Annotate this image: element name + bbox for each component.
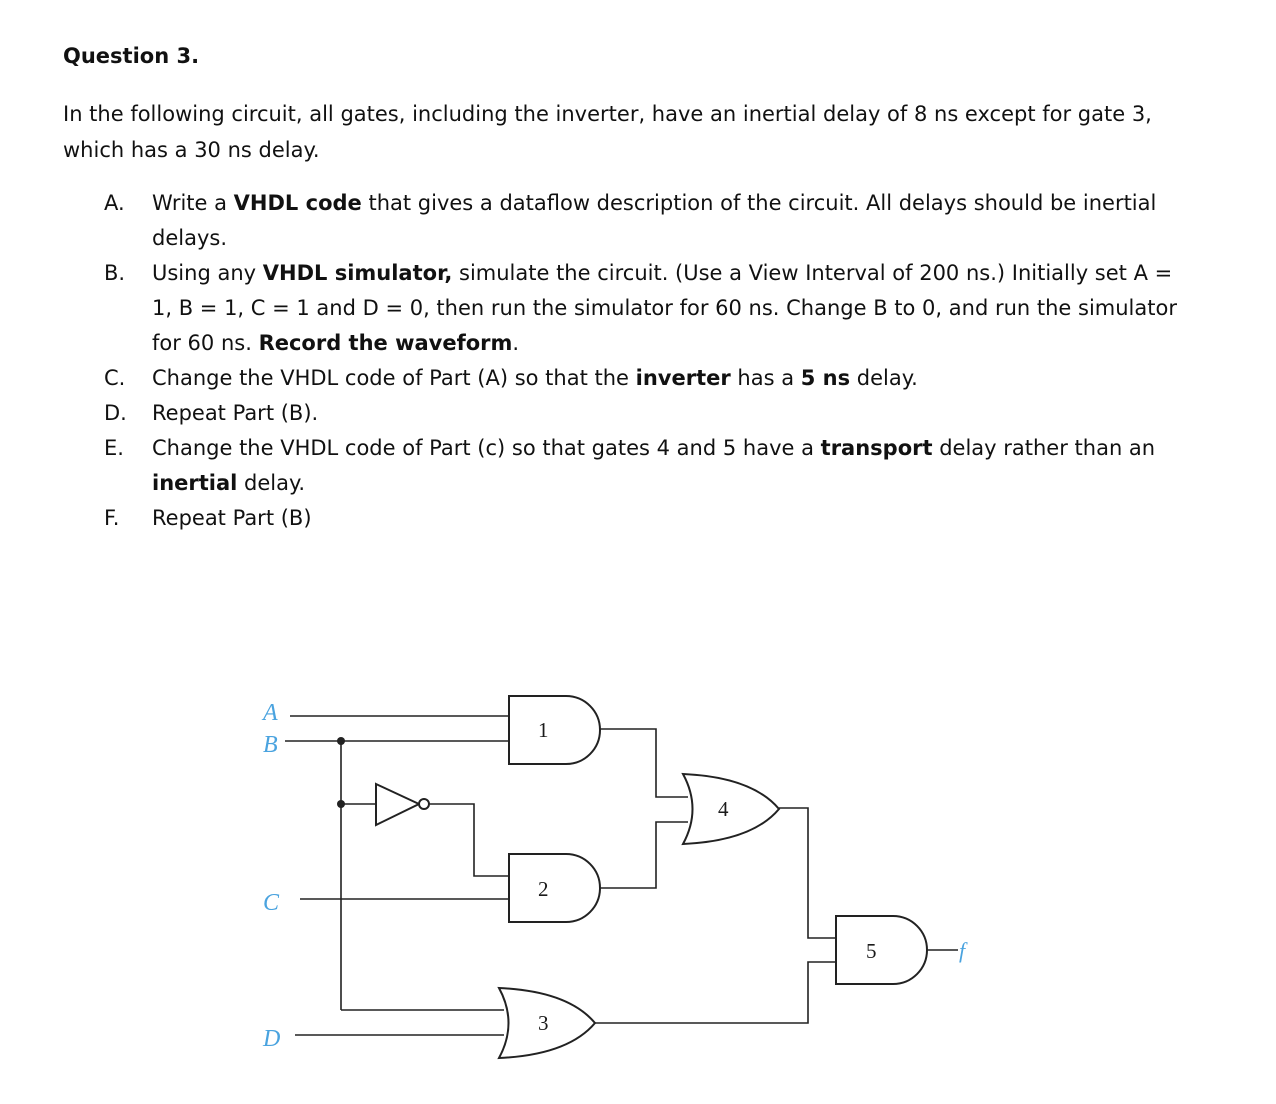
gate-3-label: 3 [538,1011,549,1035]
gate-5-label: 5 [866,939,877,963]
question-intro: In the following circuit, all gates, including the inverter, have an inertial delay of 8 ns except for gate 3, which has a 30 ns delay. [63,102,1152,162]
question-title: Question 3. [63,44,200,68]
task-letter: B. [104,261,126,285]
task-text-run: simulate the circuit. (Use a View Interval of 200 ns.) Initially set A = 1, B = 1, C = 1 and D = 0, then run the simulator for 60 ns. Change B to 0, and run the simulator for 60 ns. [152,261,1177,355]
task-letter: C. [104,366,126,390]
task-text-bold: Record the waveform [258,331,513,355]
task-text-run: Write a [152,191,234,215]
task-text-run: Change the VHDL code of Part (A) so that the [152,366,636,390]
task-text-run: Using any [152,261,263,285]
input-label-c: C [263,890,280,916]
task-text-run: delay. [850,366,918,390]
task-text-bold: inverter [635,366,731,390]
task-letter: D. [104,401,127,425]
task-text-bold: inertial [152,471,238,495]
junction-dot [337,800,345,808]
task-text-run: Repeat Part (B) [152,506,312,530]
task-text-run: . [512,331,520,355]
task-text-run: delay rather than an [932,436,1156,460]
output-label-f: f [959,938,966,963]
gate-1-and [509,696,600,764]
input-label-d: D [263,1026,281,1052]
task-text-run: delay. [237,471,306,495]
wires [285,716,958,1035]
task-letter: E. [104,436,124,460]
gate-4-or [683,774,779,844]
task-text-bold: transport [820,436,933,460]
task-text-run: has a [730,366,801,390]
task-text-run: Repeat Part (B). [152,401,319,425]
gate-1-label: 1 [538,718,549,742]
task-letter: A. [104,191,125,215]
task-text-bold: VHDL simulator, [262,261,453,285]
task-text-run: Change the VHDL code of Part (c) so that gates 4 and 5 have a [152,436,821,460]
input-label-b: B [263,732,278,758]
junction-dot [337,737,345,745]
task-text-bold: VHDL code [233,191,362,215]
gate-3-or [499,988,595,1058]
inverter-gate [376,784,429,825]
gate-2-label: 2 [538,877,549,901]
task-text-bold: 5 ns [800,366,851,390]
gate-2-and [509,854,600,922]
gate-4-label: 4 [718,797,729,821]
task-text-run: that gives a dataflow description of the circuit. All delays should be inertial delays. [152,191,1157,250]
gate-5-and [836,916,927,984]
input-label-a: A [263,700,278,726]
task-letter: F. [104,506,120,530]
